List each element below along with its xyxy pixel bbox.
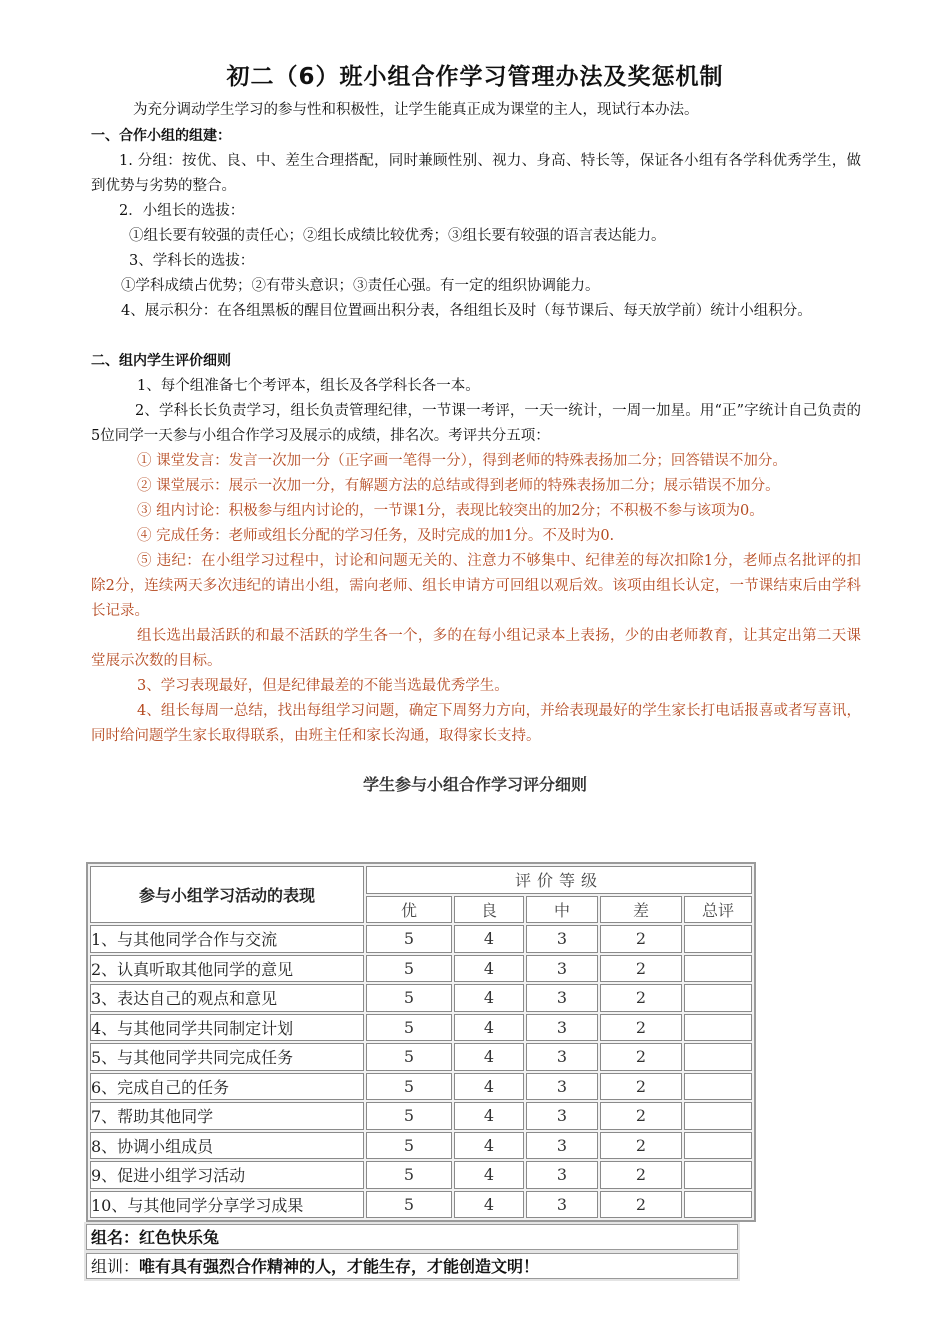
score-excellent: 5 [366,1161,452,1189]
score-good: 4 [454,925,524,953]
rating-level-header: 评价等级 [366,866,752,894]
score-fair: 3 [526,1102,598,1130]
section1-subject-criteria: ①学科成绩占优势；②有带头意识；③责任心强。有一定的组织协调能力。 [121,278,600,294]
activity-item: 4、与其他同学共同制定计划 [90,1014,364,1042]
section1-grouping: 1. 分组：按优、良、中、差生合理搭配，同时兼顾性别、视力、身高、特长等，保证各小组有各学科优秀学生，做到优势与劣势的整合。 [91,153,861,194]
group-name-row [86,1224,738,1250]
table-row [90,1014,752,1042]
score-fair: 3 [526,1043,598,1071]
score-good: 4 [454,1014,524,1042]
section2-active-students: 组长选出最活跃的和最不活跃的学生各一个，多的在每小组记录本上表扬，少的由老师教育，让其定出第二天课堂展示次数的目标。 [91,628,861,669]
section2-heading: 二、组内学生评价细则 [91,353,231,369]
score-good: 4 [454,1073,524,1101]
table-row [90,955,752,983]
score-excellent: 5 [366,955,452,983]
score-fair: 3 [526,1014,598,1042]
activity-item: 8、协调小组成员 [90,1132,364,1160]
table-row [90,1043,752,1071]
score-excellent: 5 [366,1132,452,1160]
activity-item: 2、认真听取其他同学的意见 [90,955,364,983]
score-overall [684,984,752,1012]
score-overall [684,955,752,983]
score-good: 4 [454,1191,524,1219]
score-excellent: 5 [366,925,452,953]
score-poor: 2 [600,1073,682,1101]
score-good: 4 [454,1043,524,1071]
score-excellent: 5 [366,1073,452,1101]
score-poor: 2 [600,1161,682,1189]
table-title: 学生参与小组合作学习评分细则 [362,775,587,794]
score-overall [684,925,752,953]
intro-paragraph: 为充分调动学生学习的参与性和积极性，让学生能真正成为课堂的主人，现试行本办法。 [133,102,699,118]
score-overall [684,1132,752,1160]
score-excellent: 5 [366,1191,452,1219]
level-excellent: 优 [366,896,452,924]
section1-leader-title: 2．小组长的选拔： [119,203,245,219]
score-overall [684,1014,752,1042]
score-poor: 2 [600,1191,682,1219]
section1-heading: 一、合作小组的组建： [91,128,231,144]
score-fair: 3 [526,1161,598,1189]
score-excellent: 5 [366,1102,452,1130]
score-good: 4 [454,1161,524,1189]
score-overall [684,1191,752,1219]
rule-discussion: ③ 组内讨论：积极参与组内讨论的，一节课1分，表现比较突出的加2分；不积极不参与该项为0。 [137,503,764,519]
section1-leader-criteria: ①组长要有较强的责任心；②组长成绩比较优秀；③组长要有较强的语言表达能力。 [129,228,666,244]
activity-item: 10、与其他同学分享学习成果 [90,1191,364,1219]
score-fair: 3 [526,984,598,1012]
score-fair: 3 [526,955,598,983]
rule-discipline: ⑤ 违纪：在小组学习过程中，讨论和问题无关的、注意力不够集中、纪律差的每次扣除1分，老师点名批评的扣除2分，连续两天多次违纪的请出小组，需向老师、组长申请方可回组以观后效。该项由组长认定，一节课结束后由学科长记录。 [91,553,861,619]
score-overall [684,1102,752,1130]
activity-item: 1、与其他同学合作与交流 [90,925,364,953]
score-poor: 2 [600,1102,682,1130]
score-good: 4 [454,1102,524,1130]
score-excellent: 5 [366,1014,452,1042]
table-row [90,925,752,953]
score-table [86,862,756,1222]
table-row [90,1102,752,1130]
score-poor: 2 [600,1014,682,1042]
section2-books: 1、每个组准备七个考评本，组长及各学科长各一本。 [137,378,480,394]
rule-tasks: ④ 完成任务：老师或组长分配的学习任务，及时完成的加1分。不及时为0. [137,528,615,544]
activity-item: 3、表达自己的观点和意见 [90,984,364,1012]
page-title: 初二（6）班小组合作学习管理办法及奖惩机制 [226,64,724,90]
level-fair: 中 [526,896,598,924]
activity-item: 7、帮助其他同学 [90,1102,364,1130]
score-fair: 3 [526,1073,598,1101]
score-overall [684,1161,752,1189]
score-fair: 3 [526,925,598,953]
score-excellent: 5 [366,984,452,1012]
group-name: 组名：红色快乐兔 [91,1228,220,1247]
score-good: 4 [454,984,524,1012]
score-overall [684,1043,752,1071]
section2-best-student: 3、学习表现最好，但是纪律最差的不能当选最优秀学生。 [137,678,509,694]
table-row [90,1191,752,1219]
score-fair: 3 [526,1132,598,1160]
score-poor: 2 [600,1043,682,1071]
motto-label: 组训： [91,1257,140,1276]
table-row [90,1161,752,1189]
activity-item: 6、完成自己的任务 [90,1073,364,1101]
score-rows [90,925,752,1218]
score-poor: 2 [600,984,682,1012]
section2-weekly-summary: 4、组长每周一总结，找出每组学习问题，确定下周努力方向，并给表现最好的学生家长打电话报喜或者写喜讯，同时给问题学生家长取得联系，由班主任和家长沟通，取得家长支持。 [91,703,861,744]
activity-header: 参与小组学习活动的表现 [90,866,364,923]
score-poor: 2 [600,925,682,953]
table-row [90,984,752,1012]
rule-presenting: ② 课堂展示：展示一次加一分，有解题方法的总结或得到老师的特殊表扬加二分；展示错误不加分。 [137,478,780,494]
table-row [90,1073,752,1101]
table-row [90,1132,752,1160]
activity-item: 9、促进小组学习活动 [90,1161,364,1189]
group-motto-row [86,1253,738,1279]
section1-points: 4、展示积分：在各组黑板的醒目位置画出积分表，各组组长及时（每节课后、每天放学前）统计小组积分。 [121,303,812,319]
score-poor: 2 [600,1132,682,1160]
activity-item: 5、与其他同学共同完成任务 [90,1043,364,1071]
score-good: 4 [454,955,524,983]
score-fair: 3 [526,1191,598,1219]
group-motto: 唯有具有强烈合作精神的人，才能生存，才能创造文明！ [139,1257,540,1276]
level-overall: 总评 [684,896,752,924]
level-poor: 差 [600,896,682,924]
section2-scoring: 2、学科长长负责学习，组长负责管理纪律，一节课一考评，一天一统计，一周一加星。用“正”字统计自己负责的5位同学一天参与小组合作学习及展示的成绩，排名次。考评共分五项： [91,403,861,444]
section1-subject-title: 3、学科长的选拔： [129,253,255,269]
score-overall [684,1073,752,1101]
score-poor: 2 [600,955,682,983]
score-good: 4 [454,1132,524,1160]
level-good: 良 [454,896,524,924]
rule-speaking: ① 课堂发言：发言一次加一分（正字画一笔得一分），得到老师的特殊表扬加二分；回答错误不加分。 [137,453,787,469]
score-excellent: 5 [366,1043,452,1071]
